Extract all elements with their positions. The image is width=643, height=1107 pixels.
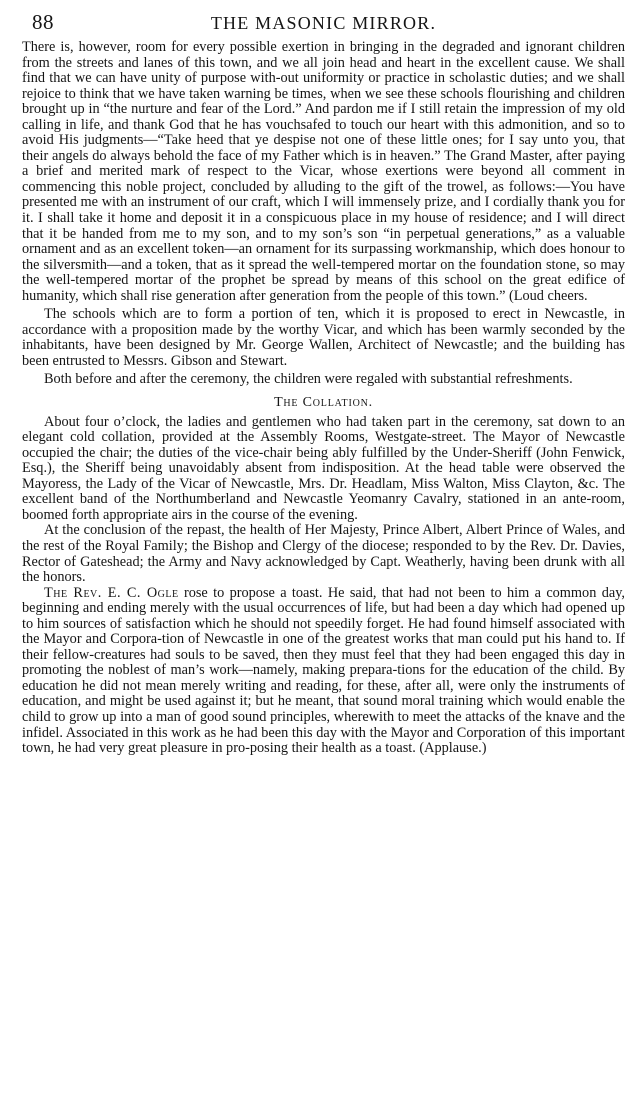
running-title: THE MASONIC MIRROR. (210, 13, 437, 33)
speech-text: rose to propose a toast. He said, that had not been to him a common day, beginning and ending merely with the usual occurrences of life, but had been a day which had opened up to him sources of satisfaction which he should not speedily forget. He had found himself associated with the Mayor and Corpora-tion of Newcastle in one of the greatest works that man could put his hand to. If their fellow-creatures had souls to be saved, then they must feel that they had been engaged this day in promoting the noblest of man’s work—namely, making prepara-tions for the education of the child. By education he did not mean merely writing and reading, for these, after all, were only the instruments of education, and might be used against it; but he meant, that sound moral training which would enable the child to grow up into a man of good sound principles, wherewith to meet the attacks of the knave and the infidel. Associated in this work as he had been this day with the Mayor and Corporation of this important town, he had very great pleasure in pro-posing their health as a toast. (Applause.) (22, 584, 625, 757)
paragraph-refreshments: Both before and after the ceremony, the children were regaled with substantial refreshments. (44, 371, 573, 388)
body-text (22, 40, 625, 757)
speaker-name: The Rev. E. C. Ogle (44, 584, 179, 601)
paragraph-speech: There is, however, room for every possible exertion in bringing in the degraded and ignorant children from the streets and lanes of this town, and we all join head and heart in the excellent cause. We shall find that we can have unity of purpose with-out uniformity or practice in scholastic duties; and we shall rejoice to think that we have taken warning be times, when we see these schools flourishing and children brought up in “the nurture and fear of the Lord.” And pardon me if I still retain the impression of my old calling in life, and thank God that he has vouchsafed to touch our heart with this admonition, and so to avoid His judgments—“Take heed that ye despise not one of these little ones; for I say unto you, that their angels do always behold the face of my Father which is in heaven.” The Grand Master, after paying a brief and merited mark of respect to the Vicar, whose exertions were beyond all comment in commencing this noble project, concluded by alluding to the gift of the trowel, as follows:—You have presented me with an instrument of our craft, which I will immensely prize, and I cordially thank you for it. I shall take it home and deposit it in a conspicuous place in my house of residence; and I will direct that it be handed from me to my son, and to my son’s son “in perpetual generations,” as a valuable ornament and as an excellent token—an ornament for its surpassing workmanship, which does honour to the silversmith—and a token, that as it spread the well-tempered mortar on the foundation stone, so may the well-tempered mortar of the prophet be spread by means of this school on the great edifice of humanity, which shall rise generation after generation from the people of this town.” (Loud cheers. (22, 39, 625, 304)
section-heading: The Collation. (274, 395, 373, 411)
paragraph-ogle-speech (22, 586, 625, 757)
page-number: 88 (32, 10, 54, 34)
paragraph-toasts: At the conclusion of the repast, the health of Her Majesty, Prince Albert, Albert Prince of Wales, and the rest of the Royal Family; the Bishop and Clergy of the diocese; responded to by the Rev. Dr. Davies, Rector of Gateshead; the Army and Navy acknowledged by Capt. Weatherly, having been drunk with all the honors. (22, 522, 625, 586)
page-header (22, 8, 625, 40)
paragraph-collation: About four o’clock, the ladies and gentlemen who had taken part in the ceremony, sat down to an elegant cold collation, provided at the Assembly Rooms, Westgate-street. The Mayor of Newcastle occupied the chair; the duties of the vice-chair being ably fulfilled by the Under-Sheriff (John Fenwick, Esq.), the Sheriff being unavoidably absent from indisposition. At the head table were observed the Mayoress, the Lady of the Vicar of Newcastle, Mrs. Dr. Headlam, Miss Walton, Miss Clayton, &c. The excellent band of the Northumberland and Newcastle Yeomanry Cavalry, stationed in an ante-room, boomed forth appropriate airs in the course of the evening. (22, 413, 625, 523)
paragraph-schools: The schools which are to form a portion of ten, which it is proposed to erect in Newcastle, in accordance with a proposition made by the worthy Vicar, and which has been warmly seconded by the inhabitants, have been designed by Mr. George Wallen, Architect of Newcastle; and the building has been entrusted to Messrs. Gibson and Stewart. (22, 306, 625, 369)
